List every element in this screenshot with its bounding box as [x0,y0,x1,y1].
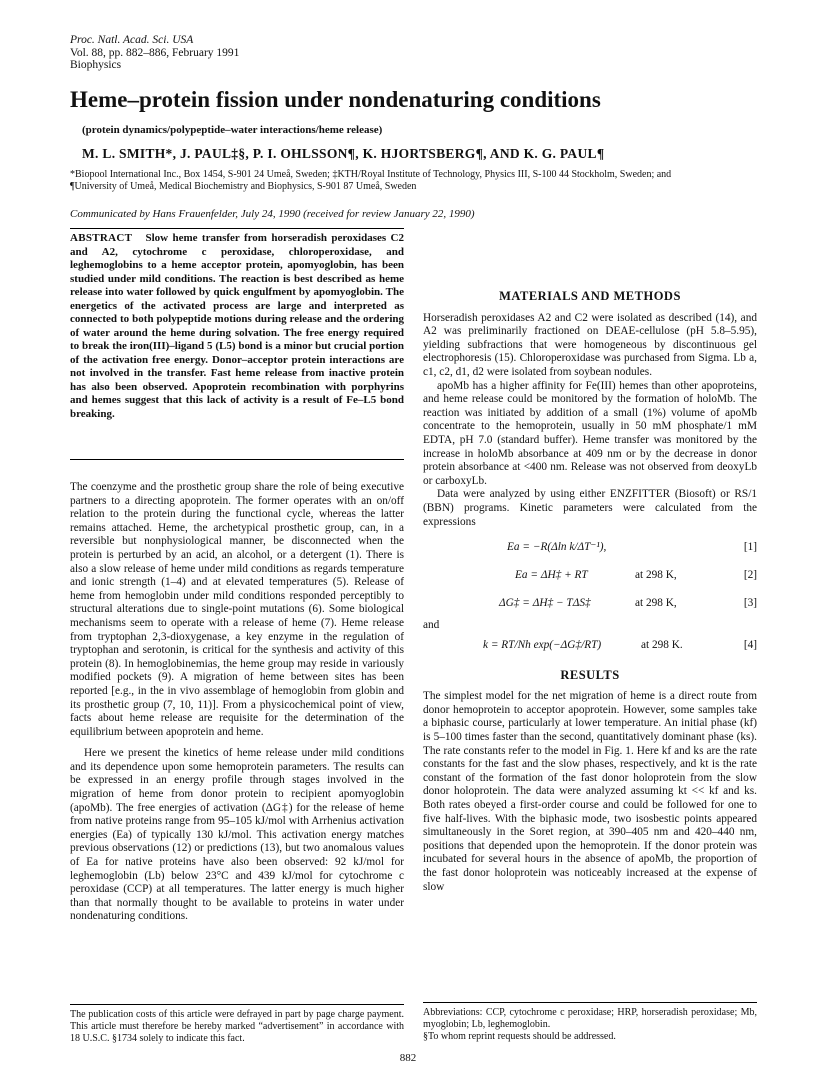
equation-number: [3] [743,597,757,610]
abbreviations-text: Abbreviations: CCP, cytochrome c peroxidase; HRP, horseradish peroxidase; Mb, myoglobin; Lb, leghemoglobin. [423,1007,757,1030]
abstract-label: ABSTRACT [70,232,133,244]
journal-header [70,34,239,72]
communicated-by: Communicated by Hans Frauenfelder, July 24, 1990 (received for review January 22, 1990) [70,208,475,220]
equation-2 [423,563,757,591]
article-title: Heme–protein fission under nondenaturing conditions [70,87,601,112]
equation-condition: at 298 K, [635,569,677,582]
equation-expr: Ea = ΔH‡ + RT [515,569,588,582]
equation-expr: ΔG‡ = ΔH‡ − TΔS‡ [499,597,591,610]
methods-paragraph: Horseradish peroxidases A2 and C2 were isolated as described (14), and A2 was preliminarily fractioned on DEAE-cellulose (pH 5.8–5.95), yielding subfractions that were homogeneous by discontinuous gel electrophoresis (15). Chloroperoxidase was purchased from Sigma. Lb a, c1, c2, d1, d2 were isolated from soybean nodules. [423,311,757,378]
volume-line: Vol. 88, pp. 882–886, February 1991 [70,46,240,59]
affiliation-line: *Biopool International Inc., Box 1454, S-901 24 Umeå, Sweden; ‡KTH/Royal Institute of Technology, Physics III, S-100 44 Stockholm, Sweden; and [70,169,672,180]
author-list: M. L. SMITH*, J. PAUL‡§, P. I. OHLSSON¶, K. HJORTSBERG¶, AND K. G. PAUL¶ [82,146,605,161]
equation-condition: at 298 K. [641,638,683,651]
intro-paragraph: Here we present the kinetics of heme release under mild conditions and its dependence upon some hemoprotein parameters. The results can be expressed in an energy profile through stages involved in the migration of heme from donor protein to recipient apomyoglobin (apoMb). The free energies of activation (ΔG‡) for the release of heme from native proteins range from 95–105 kJ/mol with Arrhenius activation energies (Ea) of typically 130 kJ/mol. This activation energy matches previous observations (12) or predictions (13), but two anomalous values of Ea for native proteins have also been observed: 92 kJ/mol for leghemoglobin (Lb) below 23°C and 439 kJ/mol for cytochrome c peroxidase (CCP) at all temperatures. The latter energy is much higher than that normally thought to be available to proteins in water under nondenaturing conditions. [70,747,404,923]
equation-number: [2] [743,569,757,582]
intro-paragraph: The coenzyme and the prosthetic group share the role of being executive partners to a directing apoprotein. The former operates with an on/off relation to the protein during the functional cycle, whereas the latter remains attached. Heme, the archetypical prosthetic group, can, in a reversible but nonphysiological manner, be disconnected when the protein is perturbed by an acid, an alcohol, or a detergent (1). There is also a slow release of heme under mild conditions as regards temperature and ionic strength (1–4) and at elevated temperatures (5). Release of heme from hemoglobin under mild conditions responded perceptibly to structural alterations due to single-point mutations (6). Some biological mechanisms seem to operate with a release of heme (7). Heme release from tryptophan 2,3-dioxygenase, a key enzyme in the regulation of tryptophan and serotonin, is critical for the synthesis and activity of this protein (8). In hemoglobinemias, the heme group may reside in variously modified pockets (9). A migration of heme between sites has been reported [e.g., in the in vivo assemblage of hemoglobin from globin and its prosthetic group (7, 10, 11)]. From a physicochemical point of view, facts about heme release are requisite for the determination of the equilibrium between apoprotein and heme. [70,481,404,738]
methods-paragraph: apoMb has a higher affinity for Fe(III) hemes than other apoproteins, and heme release could be monitored by the formation of holoMb. The reaction was initiated by addition of a small (1%) volume of apoMb concentrate to the hemoprotein, usually in 50 mM phosphate/1 mM EDTA, pH 7.0 (standard buffer). Heme transfer was monitored by the increase in holoMb absorbance at 409 nm or by the decrease in donor protein absorbance at <400 nm. Release was not observed from deoxyLb or carboxyLb. [423,379,757,487]
equation-number: [4] [743,638,757,651]
section-label: Biophysics [70,59,122,71]
results-paragraph: The simplest model for the net migration of heme is a direct route from donor hemoprotein to acceptor apoprotein. However, some samples take a biphasic course, particularly at lower temperature. An initial phase (kf) is 5–100 times faster than the second, quantitatively dominant phase (ks). The rate constants refer to the model in Fig. 1. Here kf and ks are the rate constants for the fast and the slow phases, respectively, and kt is the rate constant of the formation of the fast donor holoprotein from the slow donor holoprotein. The data were analyzed assuming kt << kf and ks. Both rates obeyed a first-order course and could be followed for one to five half-lives. With the biphasic mode, two isosbestic points appeared simultaneously in the Soret region, at 390–405 nm and 420–440 nm, positions that depended upon the hemoprotein. If the donor protein was incubated for several hours in the absence of apoMb, the proportion of the fast donor holoprotein was noticeably increased at the expense of slow [423,690,757,893]
keywords: (protein dynamics/polypeptide–water interactions/heme release) [82,124,383,136]
abstract-box [70,228,404,460]
right-column-body [423,226,757,894]
equation-3 [423,591,757,619]
publication-footnote: The publication costs of this article were defrayed in part by page charge payment. This article must therefore be hereby marked “advertisement” in accordance with 18 U.S.C. §1734 solely to indicate this fact. [70,1004,404,1045]
reprint-note: §To whom reprint requests should be addressed. [423,1031,616,1042]
journal-name: Proc. Natl. Acad. Sci. USA [70,34,194,46]
equation-expr: Ea = −R(Δln k/ΔT⁻¹), [507,541,607,554]
methods-heading: MATERIALS AND METHODS [499,289,681,303]
equation-expr: k = RT/Nh exp(−ΔG‡/RT) [483,638,602,651]
equation-condition: at 298 K, [635,597,677,610]
methods-paragraph: Data were analyzed by using either ENZFITTER (Biosoft) or RS/1 (BBN) programs. Kinetic parameters were calculated from the expressions [423,488,757,528]
affiliation-line: ¶University of Umeå, Medical Biochemistry and Biophysics, S-901 87 Umeå, Sweden [70,181,417,192]
affiliations [70,169,750,193]
left-column-body [70,481,404,924]
equation-1 [423,535,757,563]
and-word: and [423,619,440,632]
abbreviations-footnote [423,1002,757,1043]
abstract-text: Slow heme transfer from horseradish peroxidases C2 and A2, cytochrome c peroxidase, chloroperoxidase, and leghemoglobins to a heme acceptor protein, apomyoglobin, has been studied under mild conditions. The reaction is best described as heme release into water followed by quick engulfment by apomyoglobin. The energetics of the activated process are large and interpreted as connected to both polypeptide motions during release and the ordering of water around the heme during solvation. The free energy required to break the iron(III)–ligand 5 (L5) bond is a minor but crucial portion of the activation free energy. Donor–acceptor protein interactions are not involved in the transfer. Fast heme release from inactive protein has also been observed. Apoprotein recombination with porphyrins and hemes suggest that this lack of activity is a result of Fe–L5 bond breaking. [70,232,404,420]
equation-number: [1] [743,541,757,554]
results-heading: RESULTS [560,667,620,682]
page-number: 882 [399,1052,417,1064]
equation-4 [423,633,757,661]
